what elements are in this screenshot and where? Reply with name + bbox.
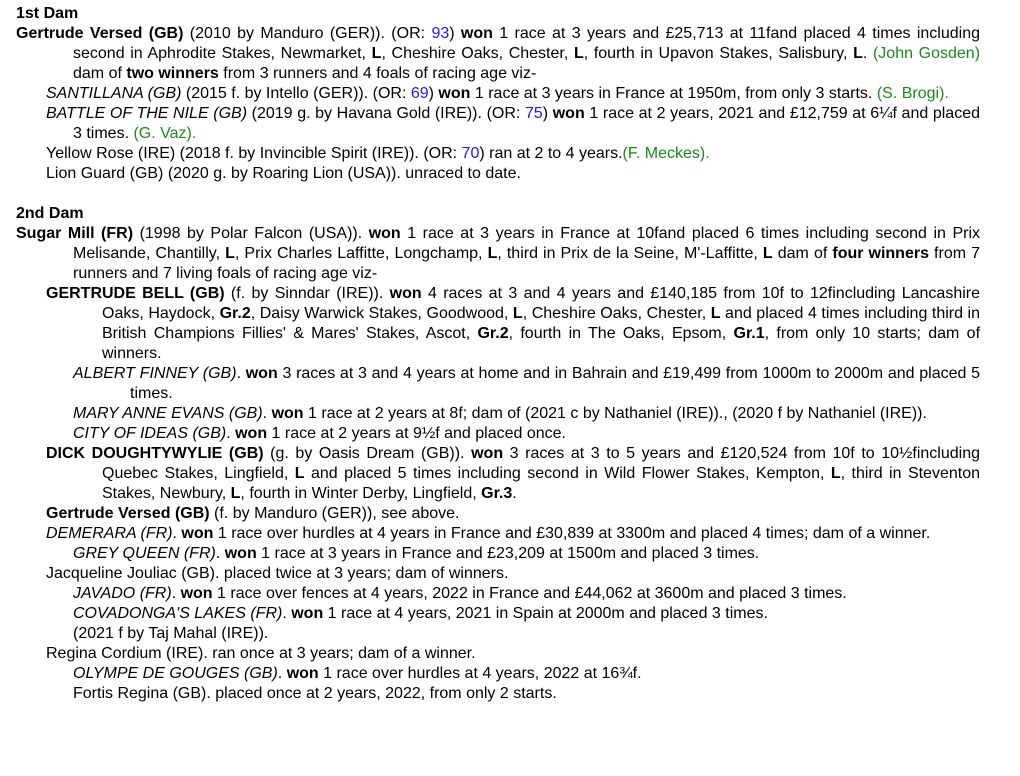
entry-text: dam of bbox=[73, 65, 127, 82]
entry-text: (2015 f. by Intello (GER)). (OR: bbox=[181, 85, 411, 102]
entry-text: JAVADO (FR) bbox=[73, 585, 172, 602]
entry-text: won bbox=[224, 545, 257, 562]
entry-text: four winners bbox=[832, 245, 929, 262]
entry-text: L bbox=[762, 245, 773, 262]
pedigree-entry bbox=[16, 644, 980, 664]
entry-text: Gr.1 bbox=[733, 325, 765, 342]
entry-text: Regina Cordium (IRE). ran once at 3 years; dam of a winner. bbox=[46, 645, 476, 662]
entry-text: 3 races at 3 to 5 years and £120,524 from 10f to 10½fincluding Quebec Stakes, Lingfield, bbox=[102, 445, 980, 482]
entry-text: . bbox=[262, 405, 272, 422]
entry-text: and placed 4 times including third in British Champions Fillies' & Mares' Stakes, Ascot, bbox=[102, 305, 981, 342]
entry-text: (g. by Oasis Dream (GB)). bbox=[263, 445, 472, 462]
entry-text: ) ran at 2 to 4 years. bbox=[479, 145, 623, 162]
pedigree-entry bbox=[16, 604, 980, 624]
entry-text: BATTLE OF THE NILE (GB) bbox=[46, 105, 248, 122]
official-rating: 70 bbox=[461, 145, 480, 162]
entry-text: (f. by Manduro (GER)), see above. bbox=[209, 505, 460, 522]
entry-text: Gr.3 bbox=[481, 485, 513, 502]
pedigree-entry bbox=[16, 544, 980, 564]
entry-text: won bbox=[181, 525, 214, 542]
entry-text: DICK DOUGHTYWYLIE (GB) bbox=[46, 445, 264, 462]
entry-text: , Daisy Warwick Stakes, Goodwood, bbox=[250, 305, 513, 322]
entry-text: , third in Prix de la Seine, M'-Laffitte, bbox=[497, 245, 763, 262]
entry-text: SANTILLANA (GB) bbox=[46, 85, 182, 102]
entry-text: won bbox=[460, 25, 493, 42]
entry-text: , Cheshire Oaks, Chester, bbox=[381, 45, 574, 62]
entry-text: (1998 by Polar Falcon (USA)). bbox=[133, 225, 369, 242]
entry-text: Gr.2 bbox=[477, 325, 509, 342]
pedigree-entry bbox=[16, 504, 980, 524]
entry-text: . bbox=[277, 665, 287, 682]
entry-text: L bbox=[371, 45, 382, 62]
trainer-name: (John Gosden) bbox=[872, 45, 981, 62]
entry-text: won bbox=[271, 405, 304, 422]
pedigree-entry bbox=[16, 444, 980, 504]
pedigree-entry bbox=[16, 284, 980, 364]
pedigree-entry bbox=[16, 664, 980, 684]
entry-text: . bbox=[512, 485, 517, 502]
entry-text: Jacqueline Jouliac (GB). placed twice at 3 years; dam of winners. bbox=[46, 565, 509, 582]
entry-text: won bbox=[291, 605, 324, 622]
pedigree-entry bbox=[16, 164, 980, 184]
entry-text: Gertrude Versed (GB) bbox=[16, 25, 184, 42]
entry-text: , third in Steventon Stakes, Newbury, bbox=[102, 465, 980, 502]
entry-text: Gr.2 bbox=[219, 305, 251, 322]
pedigree-entry bbox=[16, 404, 980, 424]
entry-text: from 3 runners and 4 foals of racing age viz- bbox=[218, 65, 537, 82]
entry-text: , fourth in The Oaks, Epsom, bbox=[508, 325, 734, 342]
pedigree-entry bbox=[16, 684, 980, 704]
entry-text: L bbox=[512, 305, 523, 322]
entry-text: ALBERT FINNEY (GB) bbox=[73, 365, 237, 382]
pedigree-entry bbox=[16, 564, 980, 584]
entry-text: Yellow Rose (IRE) (2018 f. by Invincible Spirit (IRE)). (OR: bbox=[46, 145, 462, 162]
entry-text: 1 race over fences at 4 years, 2022 in France and £44,062 at 3600m and placed 3 times. bbox=[212, 585, 847, 602]
entry-text: ) bbox=[428, 85, 439, 102]
official-rating: 93 bbox=[431, 25, 450, 42]
entry-text: GREY QUEEN (FR) bbox=[73, 545, 216, 562]
entry-text: 1 race at 2 years, 2021 and £12,759 at 6¼f and placed 3 times. bbox=[73, 105, 981, 142]
entry-text: (2010 by Manduro (GER)). (OR: bbox=[183, 25, 432, 42]
entry-text: CITY OF IDEAS (GB) bbox=[73, 425, 227, 442]
entry-text: from 7 runners and 7 living foals of racing age viz- bbox=[73, 245, 980, 282]
entry-text: 1 race at 3 years in France and £23,209 at 1500m and placed 3 times. bbox=[256, 545, 760, 562]
entry-text: . bbox=[236, 365, 246, 382]
entry-text: won bbox=[235, 425, 268, 442]
entry-text: (2019 g. by Havana Gold (IRE)). (OR: bbox=[247, 105, 525, 122]
entry-text: GERTRUDE BELL (GB) bbox=[46, 285, 225, 302]
entry-text: Sugar Mill (FR) bbox=[16, 225, 134, 242]
pedigree-entry bbox=[16, 524, 980, 544]
entry-text: 1 race over hurdles at 4 years, 2022 at 16¾f. bbox=[318, 665, 642, 682]
entry-text: won bbox=[286, 665, 319, 682]
entry-text: L bbox=[487, 245, 498, 262]
section-heading: 1st Dam bbox=[16, 5, 79, 22]
entry-text: won bbox=[180, 585, 213, 602]
entry-text: dam of bbox=[772, 245, 833, 262]
entry-text: won bbox=[389, 285, 422, 302]
pedigree-entry bbox=[16, 584, 980, 604]
pedigree-entry bbox=[16, 84, 980, 104]
entry-text: , Cheshire Oaks, Chester, bbox=[522, 305, 711, 322]
official-rating: 69 bbox=[410, 85, 429, 102]
pedigree-entry bbox=[16, 24, 980, 84]
entry-text: . bbox=[226, 425, 236, 442]
entry-text: and placed 5 times including second in Wild Flower Stakes, Kempton, bbox=[304, 465, 831, 482]
trainer-name: (F. Meckes). bbox=[622, 145, 710, 162]
entry-text: 1 race at 3 years and £25,713 at 11fand placed 4 times including second in Aphrodite Stakes, Newmarket, bbox=[73, 25, 981, 62]
official-rating: 75 bbox=[524, 105, 543, 122]
entry-text: Gertrude Versed (GB) bbox=[46, 505, 210, 522]
entry-text: . bbox=[282, 605, 292, 622]
entry-text: , Prix Charles Laffitte, Longchamp, bbox=[234, 245, 488, 262]
entry-text: (f. by Sinndar (IRE)). bbox=[224, 285, 390, 302]
entry-text: DEMERARA (FR) bbox=[46, 525, 173, 542]
entry-text: 1 race at 3 years in France at 1950m, from only 3 starts. bbox=[470, 85, 877, 102]
entry-text: Fortis Regina (GB). placed once at 2 years, 2022, from only 2 starts. bbox=[73, 685, 557, 702]
entry-text: 1 race at 4 years, 2021 in Spain at 2000m and placed 3 times. bbox=[323, 605, 768, 622]
entry-text: L bbox=[230, 485, 241, 502]
entry-text: ) bbox=[449, 25, 461, 42]
entry-text: L bbox=[830, 465, 841, 482]
entry-text: won bbox=[471, 445, 504, 462]
entry-text: . bbox=[215, 545, 225, 562]
entry-text: won bbox=[552, 105, 585, 122]
entry-text: . bbox=[862, 45, 873, 62]
pedigree-entry bbox=[16, 424, 980, 444]
entry-text: 4 races at 3 and 4 years and £140,185 from 10f to 12fincluding Lancashire Oaks, Haydock, bbox=[102, 285, 981, 322]
pedigree-entry bbox=[16, 144, 980, 164]
entry-text: ) bbox=[542, 105, 553, 122]
entry-text: 1 race at 2 years at 9½f and placed once. bbox=[267, 425, 566, 442]
entry-text: 1 race at 3 years in France at 10fand placed 6 times including second in Prix Melisande, Chantilly, bbox=[73, 225, 980, 262]
entry-text: , from only 10 starts; dam of winners. bbox=[102, 325, 981, 362]
entry-text: won bbox=[245, 365, 278, 382]
entry-text: Lion Guard (GB) (2020 g. by Roaring Lion (USA)). unraced to date. bbox=[46, 165, 521, 182]
entry-text: won bbox=[438, 85, 471, 102]
trainer-name: (S. Brogi). bbox=[876, 85, 949, 102]
entry-text: L bbox=[853, 45, 863, 62]
entry-text: (2021 f by Taj Mahal (IRE)). bbox=[73, 625, 269, 642]
entry-text: 1 race at 2 years at 8f; dam of (2021 c by Nathaniel (IRE))., (2020 f by Nathaniel (IRE)). bbox=[303, 405, 927, 422]
pedigree-entry bbox=[16, 364, 980, 404]
section-heading: 2nd Dam bbox=[16, 205, 84, 222]
entry-text: . bbox=[171, 585, 181, 602]
entry-text: , fourth in Upavon Stakes, Salisbury, bbox=[583, 45, 854, 62]
entry-text: . bbox=[172, 525, 182, 542]
entry-text: 1 race over hurdles at 4 years in France and £30,839 at 3300m and placed 4 times; dam of a winner. bbox=[213, 525, 931, 542]
trainer-name: (G. Vaz). bbox=[133, 125, 197, 142]
entry-text: L bbox=[710, 305, 721, 322]
entry-text: OLYMPE DE GOUGES (GB) bbox=[73, 665, 278, 682]
pedigree-entry bbox=[16, 224, 980, 284]
entry-text: two winners bbox=[126, 65, 219, 82]
section-spacer bbox=[16, 184, 980, 204]
entry-text: L bbox=[573, 45, 584, 62]
entry-text: , fourth in Winter Derby, Lingfield, bbox=[240, 485, 482, 502]
entry-text: COVADONGA'S LAKES (FR) bbox=[73, 605, 283, 622]
entry-text: 3 races at 3 and 4 years at home and in Bahrain and £19,499 from 1000m to 2000m and placed 5 times. bbox=[130, 365, 981, 402]
entry-text: MARY ANNE EVANS (GB) bbox=[73, 405, 263, 422]
entry-text: L bbox=[294, 465, 305, 482]
pedigree-entry bbox=[16, 104, 980, 144]
pedigree-entry bbox=[16, 624, 980, 644]
entry-text: won bbox=[368, 225, 401, 242]
entry-text: L bbox=[225, 245, 235, 262]
